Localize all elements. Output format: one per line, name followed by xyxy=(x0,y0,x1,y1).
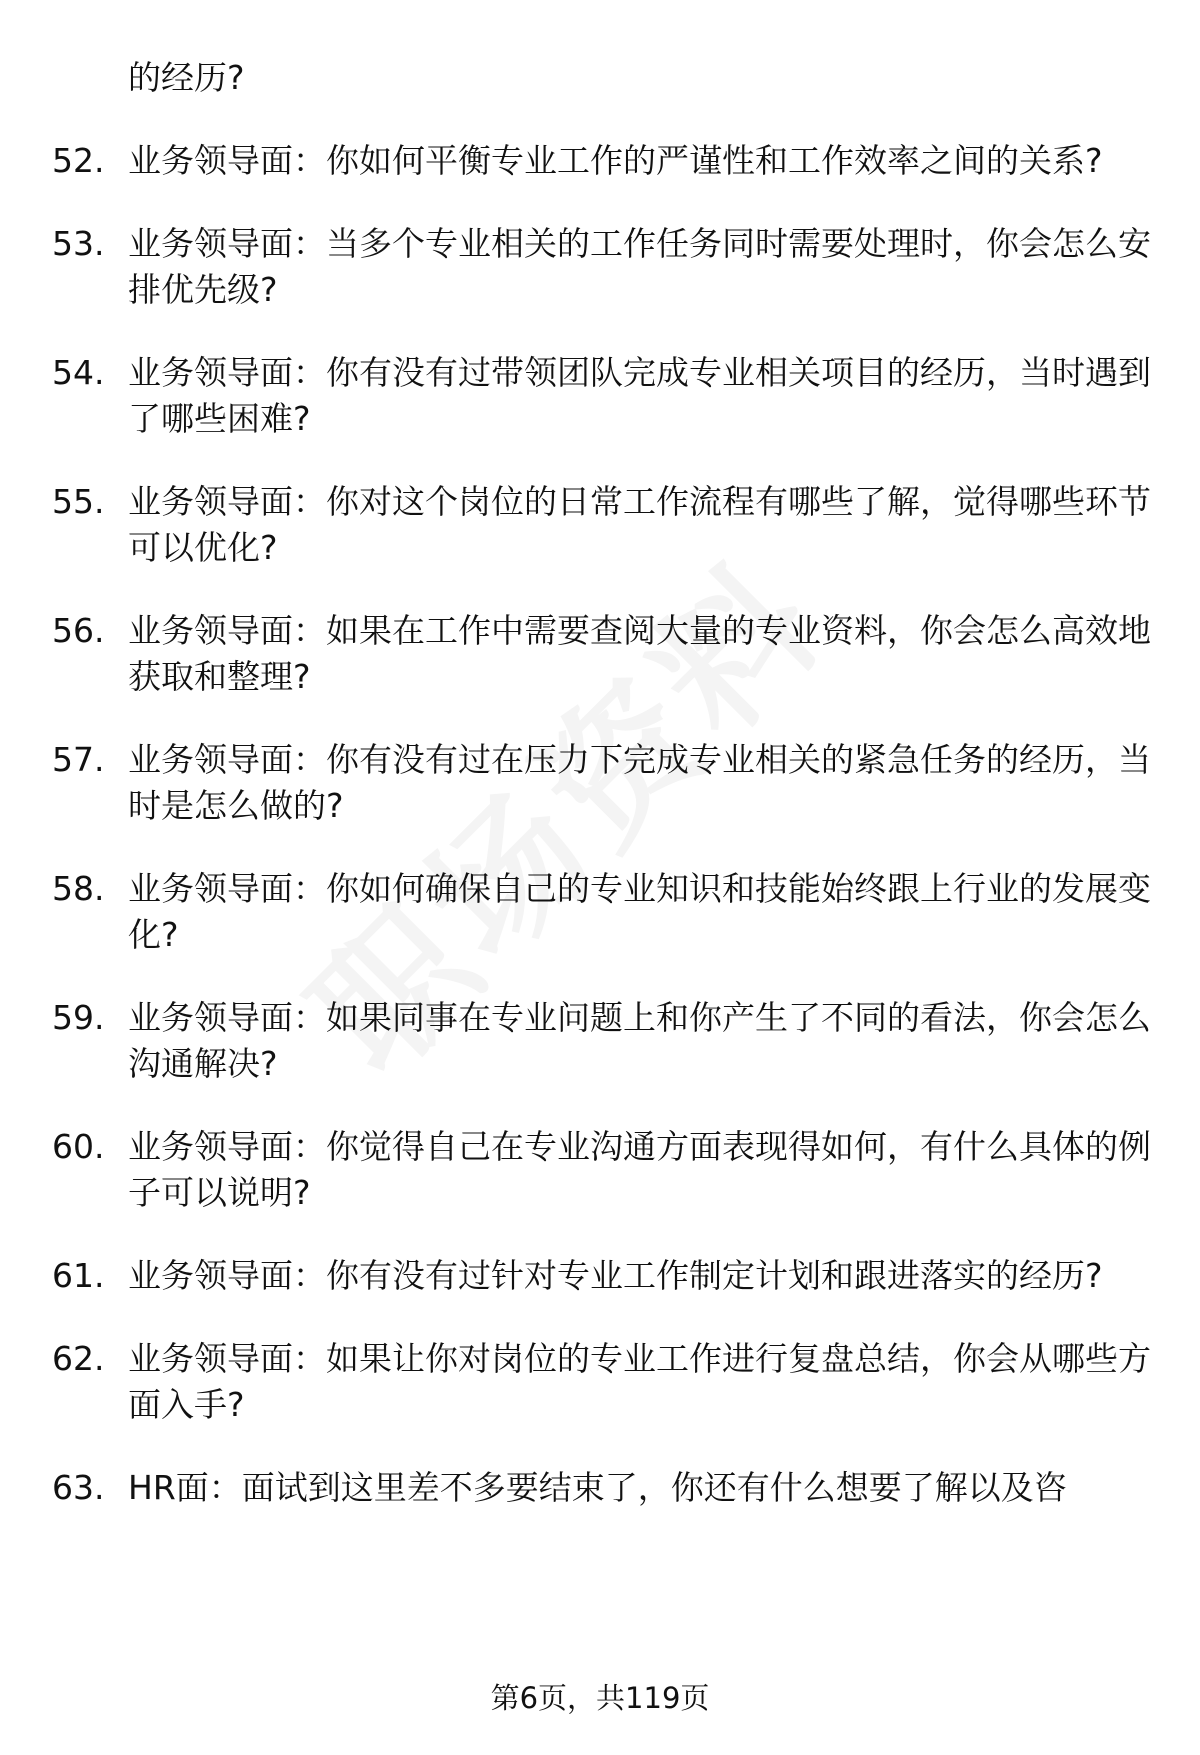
question-number: 60. xyxy=(52,1127,105,1166)
question-number: 62. xyxy=(52,1339,105,1378)
list-item xyxy=(52,866,1152,958)
question-number: 55. xyxy=(52,482,105,521)
question-number: 58. xyxy=(52,869,105,908)
question-text: 业务领导面：如果让你对岗位的专业工作进行复盘总结，你会从哪些方面入手? xyxy=(128,1339,1151,1424)
list-item xyxy=(52,138,1152,184)
question-text: 业务领导面：你如何平衡专业工作的严谨性和工作效率之间的关系? xyxy=(128,141,1103,180)
question-number: 56. xyxy=(52,611,105,650)
list-item xyxy=(52,608,1152,700)
question-number: 61. xyxy=(52,1256,105,1295)
question-text: 业务领导面：如果同事在专业问题上和你产生了不同的看法，你会怎么沟通解决? xyxy=(128,998,1151,1083)
question-list xyxy=(52,55,1152,1548)
question-text: 业务领导面：当多个专业相关的工作任务同时需要处理时，你会怎么安排优先级? xyxy=(128,224,1151,309)
question-text: 业务领导面：你觉得自己在专业沟通方面表现得如何，有什么具体的例子可以说明? xyxy=(128,1127,1151,1212)
list-item xyxy=(52,995,1152,1087)
question-text: HR面：面试到这里差不多要结束了，你还有什么想要了解以及咨 xyxy=(128,1468,1067,1507)
question-number: 53. xyxy=(52,224,105,263)
list-item xyxy=(52,1336,1152,1428)
question-text: 业务领导面：你有没有过针对专业工作制定计划和跟进落实的经历? xyxy=(128,1256,1103,1295)
list-item xyxy=(52,1465,1152,1511)
question-text: 业务领导面：如果在工作中需要查阅大量的专业资料，你会怎么高效地获取和整理? xyxy=(128,611,1151,696)
question-text: 业务领导面：你有没有过带领团队完成专业相关项目的经历，当时遇到了哪些困难? xyxy=(128,353,1151,438)
list-item xyxy=(52,1124,1152,1216)
question-text: 业务领导面：你如何确保自己的专业知识和技能始终跟上行业的发展变化? xyxy=(128,869,1151,954)
list-item xyxy=(52,1253,1152,1299)
page-number-footer: 第6页，共119页 xyxy=(490,1681,710,1715)
list-item xyxy=(52,350,1152,442)
question-number: 59. xyxy=(52,998,105,1037)
continued-text: 的经历? xyxy=(128,58,245,97)
list-item xyxy=(52,221,1152,313)
question-number: 54. xyxy=(52,353,105,392)
list-item xyxy=(52,737,1152,829)
question-number: 63. xyxy=(52,1468,105,1507)
question-text: 业务领导面：你有没有过在压力下完成专业相关的紧急任务的经历，当时是怎么做的? xyxy=(128,740,1151,825)
question-text: 业务领导面：你对这个岗位的日常工作流程有哪些了解，觉得哪些环节可以优化? xyxy=(128,482,1151,567)
list-item xyxy=(52,479,1152,571)
question-number: 52. xyxy=(52,141,105,180)
question-number: 57. xyxy=(52,740,105,779)
